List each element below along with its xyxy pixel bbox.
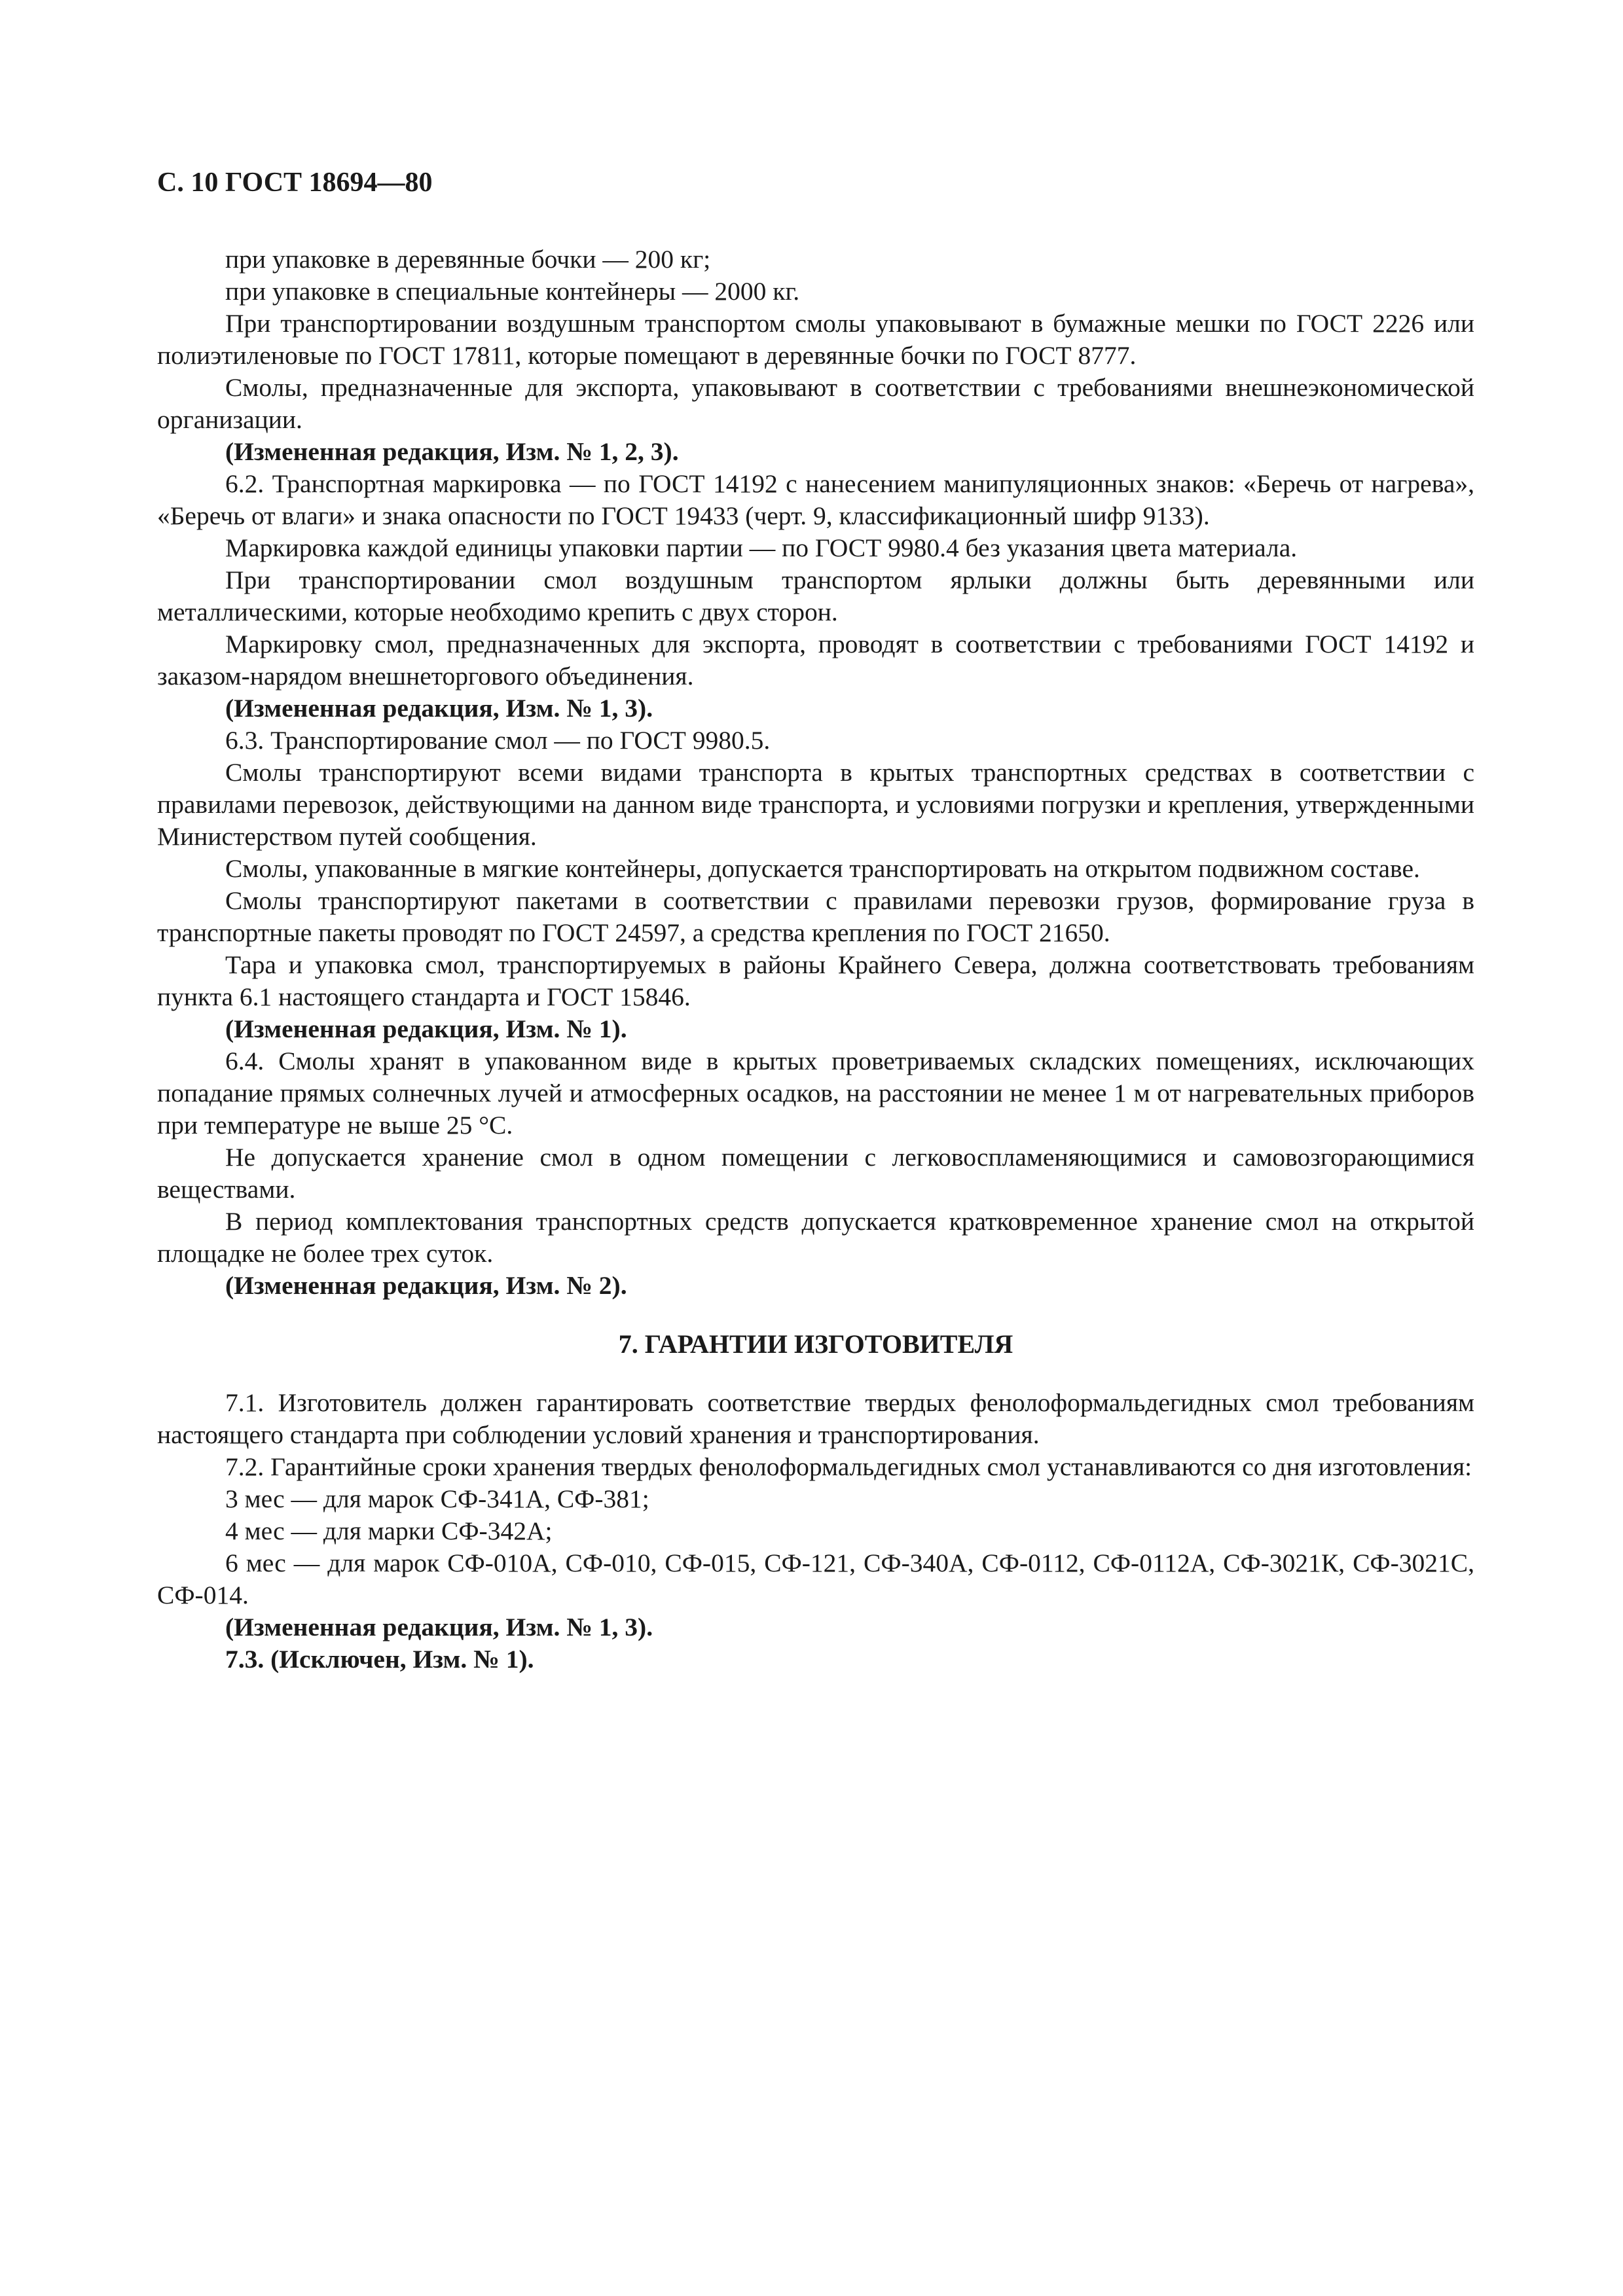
paragraph: Смолы транспортируют пакетами в соответствии с правилами перевозки грузов, формирование груза в транспортные пакеты проводят по ГОСТ 24597, а средства крепления по ГОСТ 21650. <box>157 886 1474 947</box>
paragraph: Смолы, предназначенные для экспорта, упаковывают в соответствии с требованиями внешнеэкономической организации. <box>157 373 1474 434</box>
paragraph: Маркировку смол, предназначенных для экспорта, проводят в соответствии с требованиями ГОСТ 14192 и заказом-нарядом внешнеторгового объединения. <box>157 630 1474 691</box>
list-item: 6 мес — для марок СФ-010А, СФ-010, СФ-015, СФ-121, СФ-340А, СФ-0112, СФ-0112А, СФ-3021К, СФ-3021С, СФ-014. <box>157 1549 1474 1609</box>
clause-7-3: 7.3. (Исключен, Изм. № 1). <box>225 1645 534 1674</box>
paragraph: Смолы транспортируют всеми видами транспорта в крытых транспортных средствах в соответствии с правилами перевозок, действующими на данном виде транспорта, и условиями погрузки и крепления, утвержденными Министерством путей сообщения. <box>157 758 1474 851</box>
amendment-note: (Измененная редакция, Изм. № 1, 3). <box>225 1613 653 1641</box>
amendment-note: (Измененная редакция, Изм. № 1). <box>225 1014 627 1043</box>
document-body <box>157 243 1474 1676</box>
clause-6-3: 6.3. Транспортирование смол — по ГОСТ 9980.5. <box>225 726 771 755</box>
list-item: 4 мес — для марки СФ-342А; <box>225 1516 553 1545</box>
paragraph: Не допускается хранение смол в одном помещении с легковоспламеняющимися и самовозгорающимися веществами. <box>157 1143 1474 1204</box>
amendment-note: (Измененная редакция, Изм. № 1, 3). <box>225 694 653 723</box>
section-heading: 7. ГАРАНТИИ ИЗГОТОВИТЕЛЯ <box>618 1329 1013 1359</box>
paragraph: Маркировка каждой единицы упаковки партии — по ГОСТ 9980.4 без указания цвета материала. <box>225 533 1298 562</box>
paragraph: Тара и упаковка смол, транспортируемых в районы Крайнего Севера, должна соответствовать требованиям пункта 6.1 настоящего стандарта и ГОСТ 15846. <box>157 950 1474 1011</box>
page-header: С. 10 ГОСТ 18694—80 <box>157 168 433 198</box>
paragraph: Смолы, упакованные в мягкие контейнеры, допускается транспортировать на открытом подвижном составе. <box>225 854 1420 883</box>
paragraph: В период комплектования транспортных средств допускается кратковременное хранение смол на открытой площадке не более трех суток. <box>157 1207 1474 1268</box>
clause-6-4: 6.4. Смолы хранят в упакованном виде в крытых проветриваемых складских помещениях, исключающих попадание прямых солнечных лучей и атмосферных осадков, на расстоянии не менее 1 м от нагревательных приборов при температуре не выше 25 °С. <box>157 1047 1474 1139</box>
clause-6-2: 6.2. Транспортная маркировка — по ГОСТ 14192 с нанесением манипуляционных знаков: «Беречь от нагрева», «Беречь от влаги» и знака опасности по ГОСТ 19433 (черт. 9, классификационный шифр 9133). <box>157 469 1474 530</box>
clause-7-2: 7.2. Гарантийные сроки хранения твердых фенолоформальдегидных смол устанавливаются со дня изготовления: <box>225 1452 1472 1481</box>
list-item: 3 мес — для марок СФ-341А, СФ-381; <box>225 1484 649 1513</box>
paragraph: при упаковке в деревянные бочки — 200 кг; <box>225 245 711 274</box>
amendment-note: (Измененная редакция, Изм. № 2). <box>225 1271 627 1300</box>
paragraph: При транспортировании смол воздушным транспортом ярлыки должны быть деревянными или металлическими, которые необходимо крепить с двух сторон. <box>157 565 1474 626</box>
clause-7-1: 7.1. Изготовитель должен гарантировать соответствие твердых фенолоформальдегидных смол требованиям настоящего стандарта при соблюдении условий хранения и транспортирования. <box>157 1388 1474 1449</box>
amendment-note: (Измененная редакция, Изм. № 1, 2, 3). <box>225 437 679 466</box>
paragraph: при упаковке в специальные контейнеры — 2000 кг. <box>225 277 800 306</box>
paragraph: При транспортировании воздушным транспортом смолы упаковывают в бумажные мешки по ГОСТ 2226 или полиэтиленовые по ГОСТ 17811, которые помещают в деревянные бочки по ГОСТ 8777. <box>157 309 1474 370</box>
